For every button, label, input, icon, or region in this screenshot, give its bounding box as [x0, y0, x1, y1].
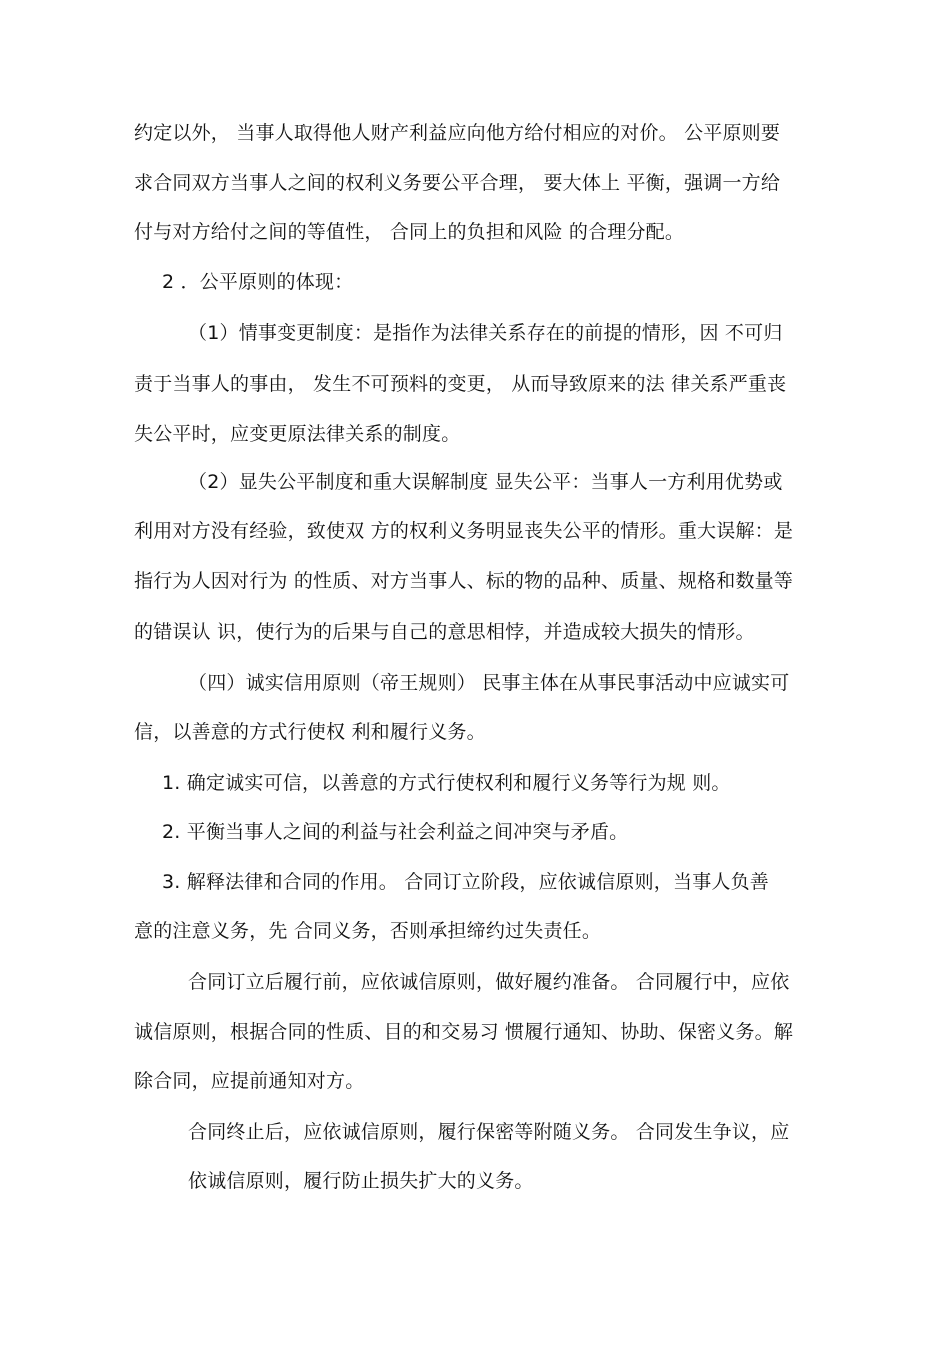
text-line: 责于当事人的事由， 发生不可预料的变更， 从而导致原来的法 律关系严重丧: [134, 373, 787, 395]
text-line: 信，以善意的方式行使权 利和履行义务。: [134, 721, 486, 743]
text-line: 依诚信原则，履行防止损失扩大的义务。: [188, 1170, 534, 1192]
text-line: 合同订立后履行前，应依诚信原则，做好履约准备。 合同履行中，应依: [188, 971, 790, 993]
text-line: 失公平时，应变更原法律关系的制度。: [134, 423, 461, 445]
list-item-heading: 2 ．公平原则的体现：: [162, 271, 354, 293]
text-line: 合同终止后，应依诚信原则，履行保密等附随义务。 合同发生争议，应: [188, 1121, 790, 1143]
text-line: （1）情事变更制度：是指作为法律关系存在的前提的情形，因 不可归: [188, 322, 783, 344]
text-line: 利用对方没有经验，致使双 方的权利义务明显丧失公平的情形。重大误解：是: [134, 520, 794, 542]
text-line: 求合同双方当事人之间的权利义务要公平合理， 要大体上 平衡，强调一方给: [134, 172, 781, 194]
text-line: 诚信原则，根据合同的性质、目的和交易习 惯履行通知、协助、保密义务。解: [134, 1021, 794, 1043]
text-line: 付与对方给付之间的等值性， 合同上的负担和风险 的合理分配。: [134, 221, 685, 243]
text-line: 除合同，应提前通知对方。: [134, 1070, 365, 1092]
list-item: 2. 平衡当事人之间的利益与社会利益之间冲突与矛盾。: [162, 821, 629, 843]
list-item: 1. 确定诚实可信，以善意的方式行使权利和履行义务等行为规 则。: [162, 772, 731, 794]
text-line: 约定以外， 当事人取得他人财产利益应向他方给付相应的对价。 公平原则要: [134, 122, 781, 144]
text-line: 意的注意义务，先 合同义务，否则承担缔约过失责任。: [134, 920, 602, 942]
text-line: 的错误认 识，使行为的后果与自己的意思相悖，并造成较大损失的情形。: [134, 621, 755, 643]
list-item: 3. 解释法律和合同的作用。 合同订立阶段，应依诚信原则，当事人负善: [162, 871, 770, 893]
text-line: 指行为人因对行为 的性质、对方当事人、标的物的品种、质量、规格和数量等: [134, 570, 794, 592]
section-heading: （四）诚实信用原则（帝王规则） 民事主体在从事民事活动中应诚实可: [188, 672, 790, 694]
text-line: （2）显失公平制度和重大误解制度 显失公平：当事人一方利用优势或: [188, 471, 783, 493]
